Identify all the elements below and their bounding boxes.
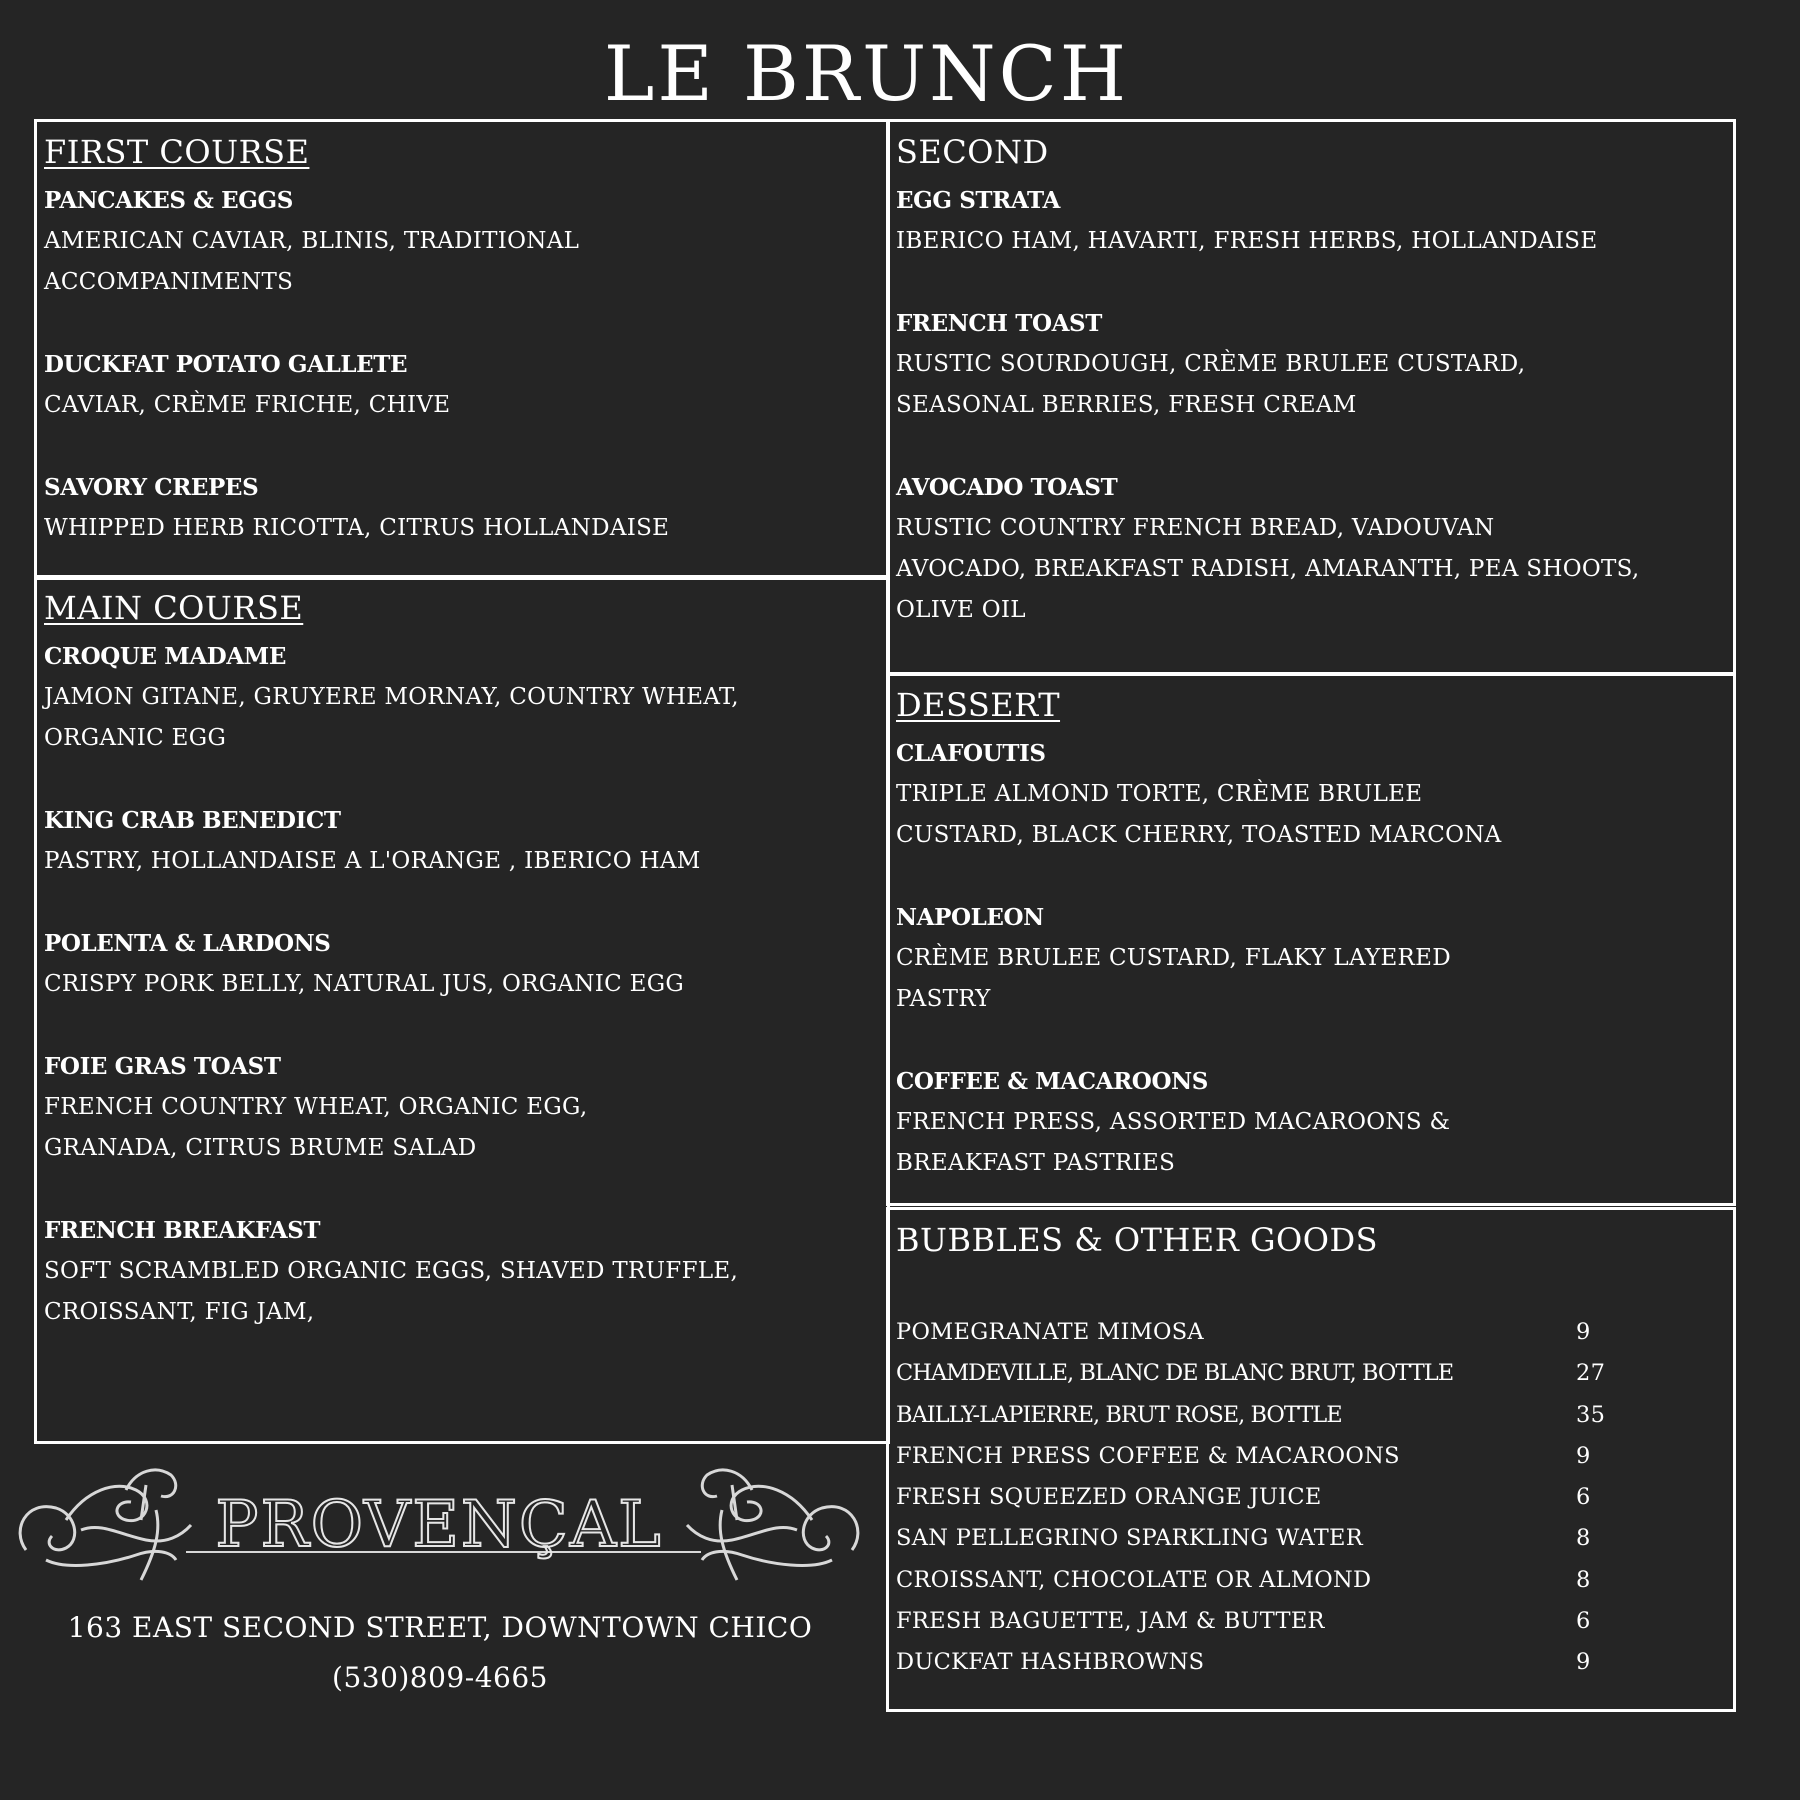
item-desc: PASTRY, HOLLANDAISE A L'ORANGE , IBERICO HAM [44,848,701,874]
item-desc: SEASONAL BERRIES, FRESH CREAM [896,392,1357,418]
menu-item [44,1210,880,1333]
item-desc: FRENCH PRESS, ASSORTED MACAROONS & [896,1109,1451,1135]
flourish-left-icon [20,1470,191,1580]
item-name: EGG STRATA [896,187,1060,214]
item-desc: ORGANIC EGG [44,725,227,751]
item-desc: CUSTARD, BLACK CHERRY, TOASTED MARCONA [896,822,1502,848]
drink-row [896,1436,1726,1477]
drink-price: 9 [1576,1442,1591,1469]
drink-price: 8 [1576,1566,1591,1593]
menu-item [44,180,880,303]
drink-name: FRENCH PRESS COFFEE & MACAROONS [896,1442,1400,1469]
first-course-heading: FIRST COURSE [44,133,310,171]
dessert-heading: DESSERT [896,686,1061,724]
drink-price: 6 [1576,1608,1591,1635]
item-name: SAVORY CREPES [44,474,259,501]
bubbles-heading: BUBBLES & OTHER GOODS [896,1221,1379,1259]
item-desc: CROISSANT, FIG JAM, [44,1299,315,1325]
menu-item [44,344,880,426]
menu-item [44,800,880,882]
main-course-section [34,575,890,1444]
item-name: FOIE GRAS TOAST [44,1053,281,1080]
item-desc: PASTRY [896,986,991,1012]
item-desc: OLIVE OIL [896,597,1026,623]
drink-row [896,1395,1726,1436]
drink-name: BAILLY-LAPIERRE, BRUT ROSE, BOTTLE [896,1401,1342,1428]
item-desc: BREAKFAST PASTRIES [896,1150,1176,1176]
second-heading: SECOND [896,133,1049,171]
item-desc: CAVIAR, CRÈME FRICHE, CHIVE [44,392,451,418]
item-name: COFFEE & MACAROONS [896,1068,1208,1095]
item-desc: RUSTIC COUNTRY FRENCH BREAD, VADOUVAN [896,515,1495,541]
item-desc: ACCOMPANIMENTS [44,269,294,295]
drink-row [896,1312,1726,1353]
dessert-section [886,672,1736,1206]
item-desc: SOFT SCRAMBLED ORGANIC EGGS, SHAVED TRUFFLE, [44,1258,739,1284]
drink-row [896,1477,1726,1518]
drink-price: 8 [1576,1525,1591,1552]
drink-price: 6 [1576,1484,1591,1511]
item-name: KING CRAB BENEDICT [44,807,341,834]
drink-name: FRESH SQUEEZED ORANGE JUICE [896,1484,1322,1511]
item-desc: CRÈME BRULEE CUSTARD, FLAKY LAYERED [896,945,1451,971]
drink-price: 35 [1576,1401,1606,1428]
menu-item [44,636,880,759]
menu-item [896,1061,1726,1184]
logo-wordmark: PROVENÇAL [215,1488,663,1562]
item-name: CROQUE MADAME [44,643,286,670]
menu-item [896,467,1726,631]
item-name: FRENCH BREAKFAST [44,1217,321,1244]
item-name: AVOCADO TOAST [896,474,1118,501]
drink-name: CHAMDEVILLE, BLANC DE BLANC BRUT, BOTTLE [896,1360,1454,1387]
drink-row [896,1560,1726,1601]
drink-name: FRESH BAGUETTE, JAM & BUTTER [896,1608,1325,1635]
item-desc: RUSTIC SOURDOUGH, CRÈME BRULEE CUSTARD, [896,351,1526,377]
item-desc: WHIPPED HERB RICOTTA, CITRUS HOLLANDAISE [44,515,670,541]
drink-row [896,1353,1726,1394]
main-course-heading: MAIN COURSE [44,589,304,627]
item-desc: JAMON GITANE, GRUYERE MORNAY, COUNTRY WHEAT, [44,684,739,710]
menu-item [896,303,1726,426]
address: 163 EAST SECOND STREET, DOWNTOWN CHICO [67,1611,813,1644]
item-desc: AVOCADO, BREAKFAST RADISH, AMARANTH, PEA SHOOTS, [896,556,1640,582]
menu-title: LE BRUNCH [603,29,1130,118]
item-desc: IBERICO HAM, HAVARTI, FRESH HERBS, HOLLANDAISE [896,228,1598,254]
flourish-right-icon [687,1470,858,1580]
drink-name: SAN PELLEGRINO SPARKLING WATER [896,1525,1363,1552]
item-desc: TRIPLE ALMOND TORTE, CRÈME BRULEE [896,781,1423,807]
drinks-list [896,1312,1726,1684]
item-desc: CRISPY PORK BELLY, NATURAL JUS, ORGANIC EGG [44,971,685,997]
first-course-section [34,119,890,580]
menu-item [44,923,880,1005]
drink-price: 9 [1576,1649,1591,1676]
drink-name: DUCKFAT HASHBROWNS [896,1649,1205,1676]
menu-item [896,180,1726,262]
bubbles-section [886,1207,1736,1712]
item-desc: AMERICAN CAVIAR, BLINIS, TRADITIONAL [44,228,580,254]
menu-item [896,897,1726,1020]
second-section [886,119,1736,676]
item-desc: FRENCH COUNTRY WHEAT, ORGANIC EGG, [44,1094,588,1120]
phone-number: (530)809-4665 [332,1661,548,1694]
provencal-logo [6,1460,872,1600]
drink-row [896,1642,1726,1683]
drink-row [896,1518,1726,1559]
drink-name: CROISSANT, CHOCOLATE OR ALMOND [896,1566,1372,1593]
item-name: DUCKFAT POTATO GALLETE [44,351,408,378]
item-name: NAPOLEON [896,904,1044,931]
drink-name: POMEGRANATE MIMOSA [896,1319,1204,1345]
item-name: FRENCH TOAST [896,310,1102,337]
drink-row [896,1601,1726,1642]
drink-price: 27 [1576,1360,1606,1387]
item-desc: GRANADA, CITRUS BRUME SALAD [44,1135,477,1161]
item-name: PANCAKES & EGGS [44,187,293,214]
drink-price: 9 [1576,1319,1591,1345]
menu-item [44,1046,880,1169]
item-name: CLAFOUTIS [896,740,1046,767]
item-name: POLENTA & LARDONS [44,930,331,957]
menu-item [896,733,1726,856]
menu-item [44,467,880,549]
